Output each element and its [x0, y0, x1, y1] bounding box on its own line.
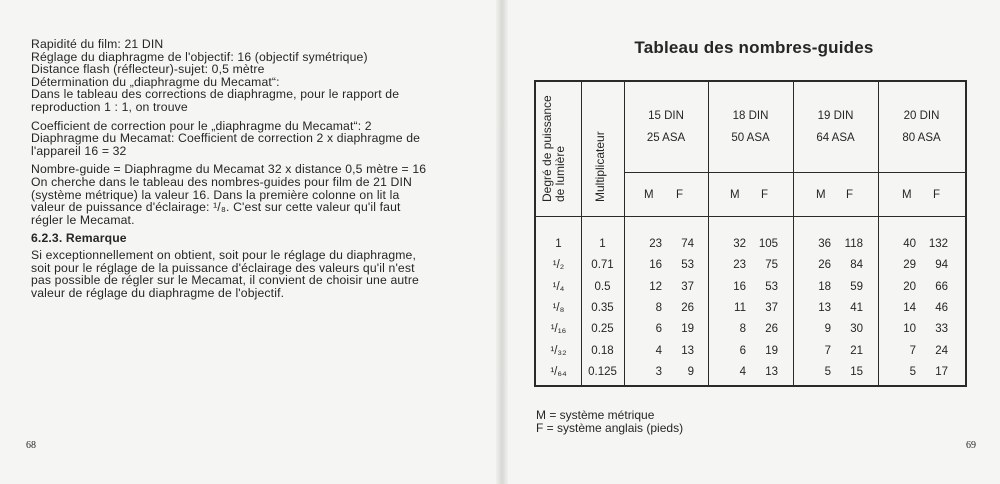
degree-cell: ¹/₆₄	[550, 365, 567, 378]
text-line: Rapidité du film: 21 DIN	[31, 37, 164, 51]
metric-value: 13	[818, 301, 831, 314]
metric-value: 18	[818, 280, 831, 293]
degree-cell: ¹/₈	[552, 301, 565, 314]
imperial-value: 74	[681, 238, 694, 250]
section-heading: 6.2.3. Remarque	[31, 231, 127, 246]
imperial-value: 19	[681, 323, 694, 336]
imperial-value: 75	[765, 259, 778, 272]
metric-value: 10	[903, 323, 916, 336]
imperial-value: 17	[935, 365, 948, 378]
metric-value: 40	[903, 238, 916, 250]
multiplier-cell: 0.35	[591, 301, 614, 314]
metric-label: M	[902, 189, 912, 201]
metric-value: 14	[903, 301, 916, 314]
imperial-value: 105	[758, 238, 778, 250]
text-line: pas possible de régler sur le Mecamat, il convient de choisir une autre	[31, 273, 419, 288]
metric-value: 3	[655, 365, 662, 378]
table-divider	[624, 172, 965, 173]
metric-value: 23	[733, 259, 746, 272]
degree-header-line: de lumière	[553, 145, 567, 202]
imperial-label: F	[761, 189, 769, 201]
imperial-value: 66	[935, 280, 948, 293]
metric-value: 8	[655, 301, 662, 314]
metric-value: 23	[649, 238, 662, 250]
left-page	[0, 0, 496, 484]
degree-cell: ¹/₃₂	[550, 344, 567, 357]
film-header-asa: 50 ASA	[731, 132, 770, 144]
text-line: régler le Mecamat.	[31, 212, 135, 227]
imperial-value: 59	[850, 280, 863, 293]
imperial-value: 94	[935, 259, 948, 272]
metric-value: 9	[824, 323, 831, 336]
book-gutter	[496, 0, 508, 484]
metric-value: 26	[818, 259, 831, 272]
metric-value: 20	[903, 280, 916, 293]
text-line: Détermination du „diaphragme du Mecamat“:	[31, 74, 280, 89]
text-line: (système métrique) la valeur 16. Dans la première colonne on lit la	[31, 187, 400, 202]
imperial-value: 15	[850, 365, 863, 378]
imperial-value: 84	[850, 259, 863, 272]
film-header-asa: 64 ASA	[816, 132, 855, 144]
right-page	[508, 0, 1000, 484]
legend-imperial: F = système anglais (pieds)	[536, 420, 684, 435]
metric-value: 8	[739, 323, 746, 336]
degree-cell: ¹/₁₆	[550, 323, 567, 336]
metric-value: 36	[818, 238, 831, 250]
imperial-value: 41	[850, 301, 863, 314]
table-title: Tableau des nombres-guides	[634, 38, 874, 57]
imperial-value: 53	[681, 259, 694, 272]
text-line: Diaphragme du Mecamat: Coefficient de correction 2 x diaphragme de	[31, 131, 421, 146]
metric-value: 7	[909, 344, 916, 357]
metric-value: 29	[903, 259, 916, 272]
degree-cell: ¹/₂	[552, 259, 565, 272]
text-line: On cherche dans le tableau des nombres-guides pour film de 21 DIN	[31, 174, 412, 189]
text-line: Si exceptionnellement on obtient, soit pour le réglage du diaphragme,	[31, 247, 417, 262]
text-line: valeur de réglage du diaphragme de l'objectif.	[31, 285, 285, 300]
multiplier-cell: 0.71	[591, 259, 614, 272]
imperial-value: 37	[681, 280, 694, 293]
guide-number-table	[534, 80, 967, 387]
multiplier-cell: 0.125	[588, 365, 617, 378]
film-header-din: 15 DIN	[648, 110, 684, 122]
text-line: l'appareil 16 = 32	[31, 143, 127, 158]
film-header-asa: 80 ASA	[902, 132, 941, 144]
metric-value: 32	[733, 238, 746, 250]
degree-cell: ¹/₄	[552, 280, 565, 293]
imperial-value: 24	[935, 344, 948, 357]
text-line: Nombre-guide = Diaphragme du Mecamat 32 x distance 0,5 mètre = 16	[31, 162, 427, 177]
imperial-value: 26	[765, 323, 778, 336]
table-divider	[878, 82, 879, 385]
film-header-din: 18 DIN	[732, 110, 769, 122]
table-divider	[536, 216, 965, 217]
metric-value: 16	[649, 259, 662, 272]
metric-value: 12	[649, 280, 662, 293]
imperial-value: 118	[844, 238, 863, 250]
multiplier-cell: 0.5	[594, 280, 611, 293]
imperial-value: 132	[928, 238, 948, 250]
metric-label: M	[644, 189, 654, 201]
multiplier-header: Multiplicateur	[593, 131, 607, 202]
metric-value: 11	[734, 301, 746, 314]
imperial-value: 19	[765, 344, 778, 357]
page-number: 68	[26, 440, 36, 451]
imperial-value: 46	[935, 301, 948, 314]
body-text	[31, 38, 471, 299]
imperial-value: 53	[765, 280, 778, 293]
text-line: Distance flash (réflecteur)-sujet: 0,5 mètre	[31, 62, 265, 77]
metric-value: 16	[733, 280, 746, 293]
metric-value: 5	[909, 365, 916, 378]
degree-header	[541, 95, 567, 202]
imperial-value: 21	[850, 344, 863, 357]
text-line: Réglage du diaphragme de l'objectif: 16 (objectif symétrique)	[31, 49, 368, 64]
imperial-value: 37	[765, 301, 778, 314]
table-divider	[624, 82, 625, 385]
metric-label: M	[816, 189, 826, 201]
metric-label: M	[730, 189, 740, 201]
degree-cell: 1	[555, 238, 562, 250]
multiplier-cell: 0.25	[591, 323, 614, 336]
imperial-value: 13	[765, 365, 778, 378]
imperial-value: 26	[681, 301, 694, 314]
legend-metric: M = système métrique	[536, 408, 655, 422]
text-line: soit pour le réglage de la puissance d'éclairage des valeurs qu'il n'est	[31, 260, 415, 275]
metric-value: 7	[824, 344, 831, 357]
multiplier-cell: 1	[599, 238, 606, 250]
text-line: reproduction 1 : 1, on trouve	[31, 99, 188, 114]
degree-header-line: Degré de puissance	[540, 95, 554, 202]
metric-value: 6	[739, 344, 746, 357]
table-divider	[581, 82, 582, 385]
imperial-label: F	[676, 189, 684, 201]
table-divider	[708, 82, 709, 385]
film-header-asa: 25 ASA	[646, 132, 686, 144]
imperial-value: 9	[687, 365, 694, 378]
metric-value: 4	[655, 344, 662, 357]
legend	[536, 409, 683, 434]
page-number: 69	[966, 440, 976, 451]
text-line: Coefficient de correction pour le „diaphragme du Mecamat“: 2	[31, 118, 372, 133]
imperial-label: F	[846, 189, 854, 201]
imperial-value: 33	[935, 323, 948, 336]
metric-value: 6	[655, 323, 662, 336]
imperial-value: 30	[850, 323, 863, 336]
film-header-din: 20 DIN	[903, 110, 940, 122]
film-header-din: 19 DIN	[817, 110, 854, 122]
text-line: Dans le tableau des corrections de diaphragme, pour le rapport de	[31, 87, 400, 102]
imperial-value: 13	[681, 344, 694, 357]
metric-value: 4	[739, 365, 746, 378]
metric-value: 5	[824, 365, 831, 378]
table-divider	[793, 82, 794, 385]
text-line: valeur de puissance d'éclairage: ¹/₈. C'est sur cette valeur qu'il faut	[31, 200, 401, 215]
multiplier-cell: 0.18	[591, 344, 614, 357]
imperial-label: F	[933, 189, 941, 201]
